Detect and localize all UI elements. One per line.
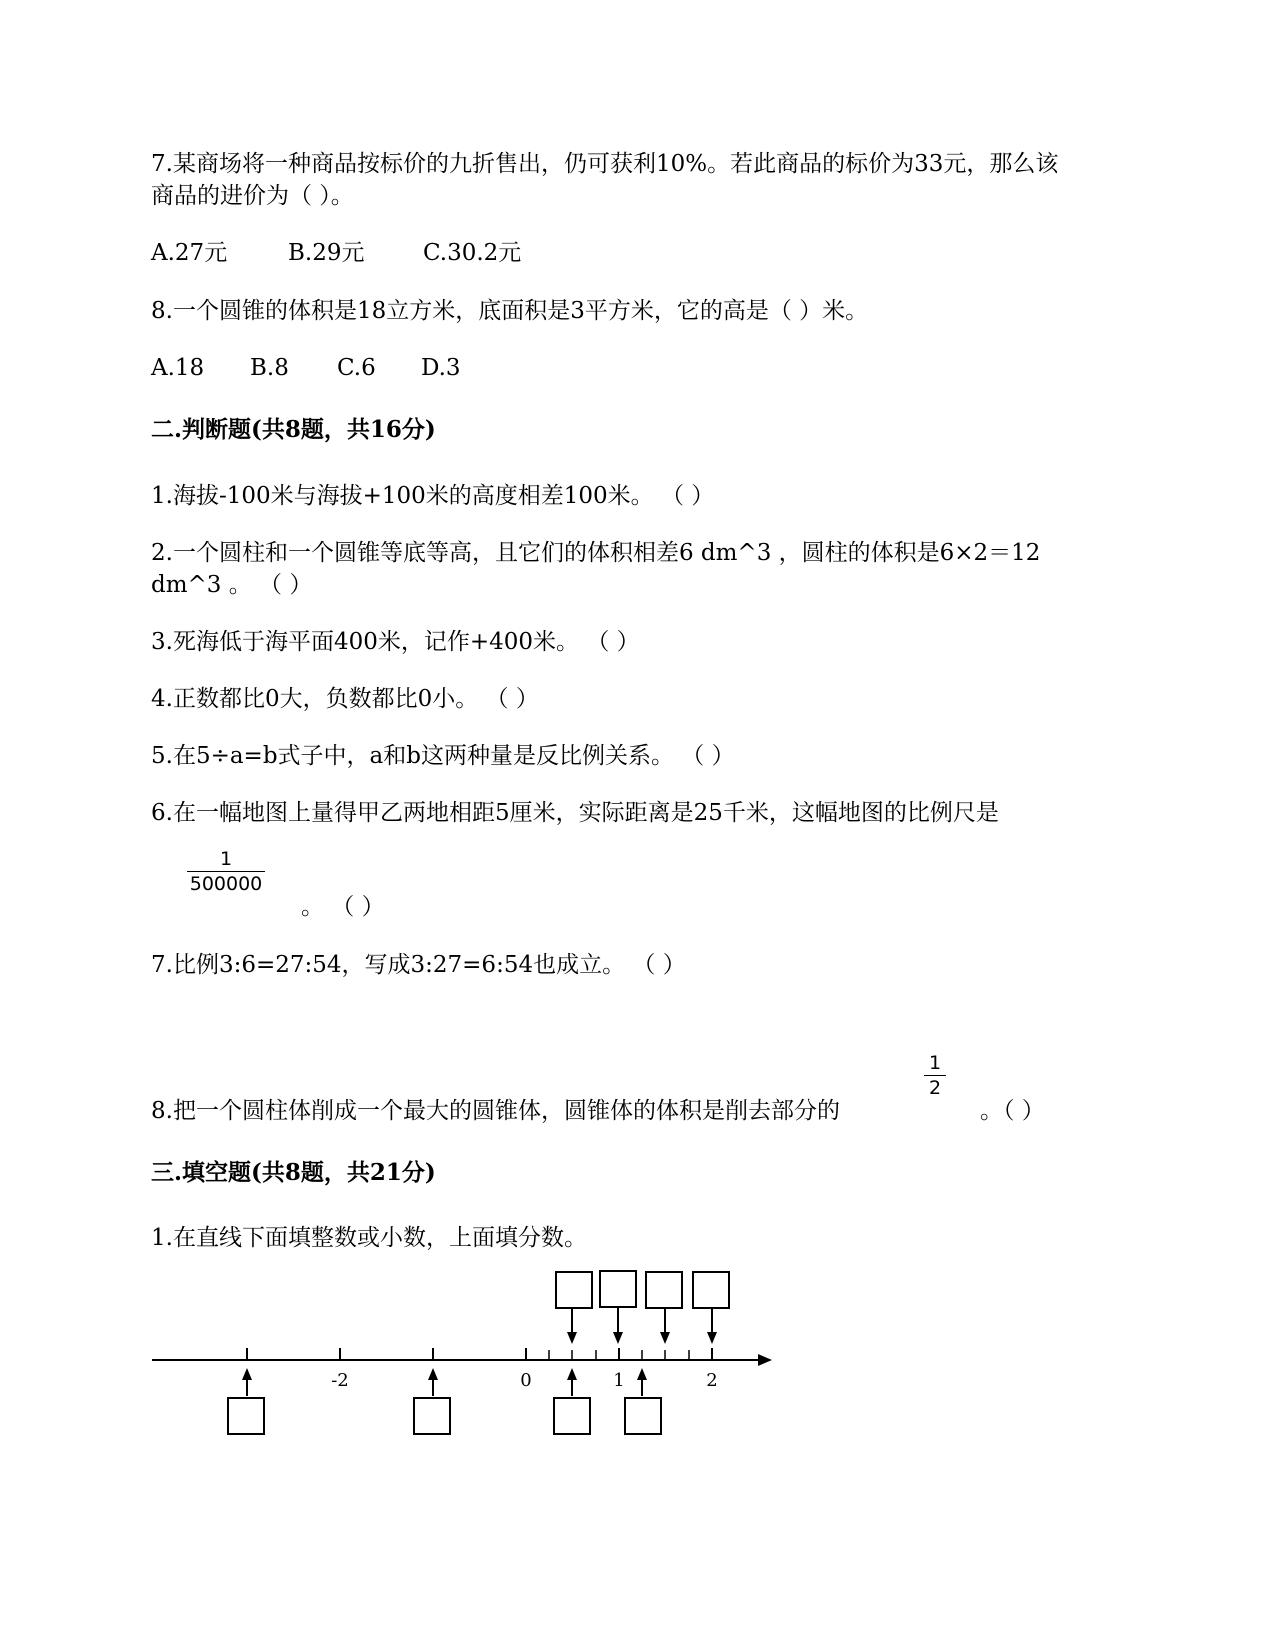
option-c[interactable]: C.30.2元 <box>423 240 522 266</box>
judge-q6-line1: 6.在一幅地图上量得甲乙两地相距5厘米，实际距离是25千米，这幅地图的比例尺是 <box>151 800 999 826</box>
option-a[interactable]: A.18 <box>151 355 205 381</box>
fill-q1: 1.在直线下面填整数或小数，上面填分数。 <box>151 1225 587 1251</box>
judge-q8-fraction <box>924 1052 946 1099</box>
judge-q6-tail: 。 （ ） <box>301 894 385 920</box>
fraction-bar <box>187 871 265 872</box>
option-a[interactable]: A.27元 <box>151 240 228 266</box>
section-heading-judge: 二.判断题(共8题，共16分) <box>151 416 436 443</box>
mc-q8-options <box>151 353 751 383</box>
tick-label: 1 <box>613 1370 625 1391</box>
number-line-diagram <box>150 1268 790 1448</box>
judge-q8-tail: 。（ ） <box>980 1098 1045 1124</box>
option-b[interactable]: B.8 <box>250 355 289 381</box>
judge-q1: 1.海拔-100米与海拔+100米的高度相差100米。 （ ） <box>151 483 715 509</box>
answer-box-lower[interactable] <box>414 1398 450 1434</box>
tick-label: 0 <box>520 1370 532 1391</box>
answer-box-upper[interactable] <box>693 1272 729 1308</box>
down-arrow-icon <box>567 1332 577 1344</box>
mc-q7-line2: 商品的进价为（ ）。 <box>151 183 354 209</box>
judge-q2-line1: 2.一个圆柱和一个圆锥等底等高，且它们的体积相差6 dm^3 ，圆柱的体积是6×2＝12 <box>151 540 1041 566</box>
fraction-numerator: 1 <box>219 848 233 870</box>
mc-q7-line1: 7.某商场将一种商品按标价的九折售出，仍可获利10%。若此商品的标价为33元，那么该 <box>151 151 1059 177</box>
option-c[interactable]: C.6 <box>337 355 376 381</box>
mc-q8-text: 8.一个圆锥的体积是18立方米，底面积是3平方米，它的高是（ ）米。 <box>151 298 869 324</box>
tick-label: 2 <box>706 1370 718 1391</box>
fraction-bar <box>924 1075 946 1076</box>
tick-label: -2 <box>331 1370 349 1391</box>
answer-box-lower[interactable] <box>625 1398 661 1434</box>
fraction-numerator: 1 <box>928 1052 942 1074</box>
answer-box-upper[interactable] <box>600 1271 636 1307</box>
judge-q3: 3.死海低于海平面400米，记作+400米。 （ ） <box>151 629 640 655</box>
section-heading-fill: 三.填空题(共8题，共21分) <box>151 1159 436 1186</box>
option-b[interactable]: B.29元 <box>288 240 365 266</box>
down-arrow-icon <box>707 1332 717 1344</box>
judge-q2-line2: dm^3 。 （ ） <box>151 572 313 598</box>
down-arrow-icon <box>613 1332 623 1344</box>
mc-q7-options <box>151 238 751 268</box>
judge-q5: 5.在5÷a=b式子中，a和b这两种量是反比例关系。 （ ） <box>151 743 735 769</box>
answer-box-lower[interactable] <box>228 1398 264 1434</box>
fraction-denominator: 2 <box>928 1077 942 1099</box>
axis-arrow-icon <box>758 1354 772 1366</box>
judge-q6-fraction <box>187 848 265 895</box>
answer-box-upper[interactable] <box>556 1272 592 1308</box>
judge-q4: 4.正数都比0大，负数都比0小。 （ ） <box>151 686 539 712</box>
option-d[interactable]: D.3 <box>421 355 461 381</box>
answer-box-lower[interactable] <box>554 1398 590 1434</box>
fraction-denominator: 500000 <box>189 873 263 895</box>
judge-q8-text: 8.把一个圆柱体削成一个最大的圆锥体，圆锥体的体积是削去部分的 <box>151 1098 840 1124</box>
down-arrow-icon <box>660 1332 670 1344</box>
answer-box-upper[interactable] <box>646 1272 682 1308</box>
judge-q7: 7.比例3:6=27:54，写成3:27=6:54也成立。 （ ） <box>151 952 686 978</box>
